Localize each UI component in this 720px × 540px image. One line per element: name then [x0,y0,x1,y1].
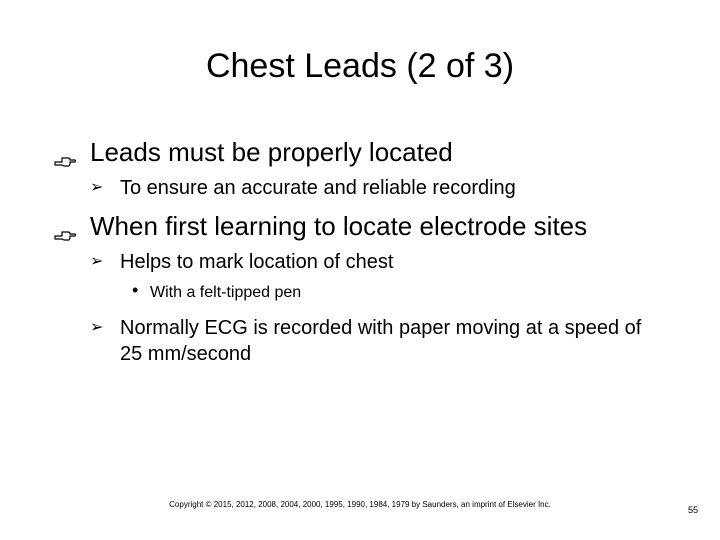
arrowhead-bullet-icon: ➢ [90,253,104,270]
arrowhead-bullet-icon: ➢ [90,319,104,336]
slide-title: Chest Leads (2 of 3) [205,47,515,85]
dot-bullet-icon: • [132,280,139,300]
hand-pointer-icon [54,144,76,160]
bullet-text: When first learning to locate electrode sites [90,211,588,241]
bullet-text: Normally ECG is recorded with paper moving at a speed of 25 mm/second [120,317,642,365]
bullet-text: To ensure an accurate and reliable recording [120,177,516,199]
bullet-level1 [90,136,453,168]
hand-pointer-icon [54,218,76,234]
bullet-level2 [90,175,640,201]
arrowhead-bullet-icon: ➢ [90,179,104,196]
bullet-level1 [90,210,587,242]
bullet-text: Leads must be properly located [90,137,453,167]
page-number: 55 [688,505,699,515]
copyright-footer: Copyright © 2015, 2012, 2008, 2004, 2000, 1995, 1990, 1984, 1979 by Saunders, an imprint of Elsevier Inc. [169,500,551,509]
bullet-text: With a felt-tipped pen [150,284,302,301]
bullet-text: Helps to mark location of chest [120,251,394,273]
bullet-level2 [90,315,660,367]
bullet-level2 [90,249,640,275]
bullet-level3 [132,280,302,303]
